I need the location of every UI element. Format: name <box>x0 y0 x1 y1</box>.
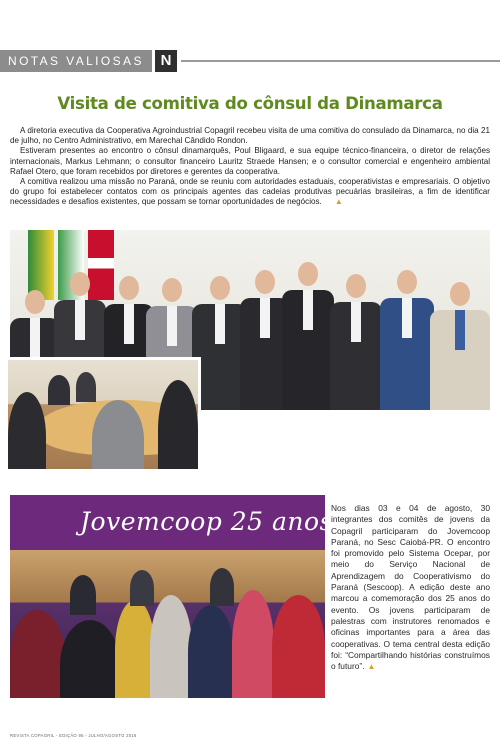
person <box>70 575 96 615</box>
jovemcoop-body-text: Nos dias 03 e 04 de agosto, 30 integrantes dos comitês de jovens da Copagril participaram do Jovemcoop Paraná, no Sesc Caiobá-PR. O encontro foi promovido pelo Sistema Ocepar, por meio do Serviço Nacional de Aprendizagem do Cooperativismo do Paraná (Sescoop). A edição deste ano marcou a comemoração dos 25 anos do evento. Os jovens participaram de palestras com instrutores renomados e oficinas importantes para a área das cooperativas. O tema central desta edição foi: “Compartilhando histórias construímos o futuro”. <box>331 503 490 672</box>
person <box>188 605 234 698</box>
person <box>150 595 192 698</box>
article-paragraph: Estiveram presentes ao encontro o cônsul dinamarquês, Poul Bligaard, e sua equipe técnico-financeira, o diretor de relações internacionais, Markus Lehmann; o consultor financeiro Lauritz Straede Hansen; e o consultor comercial e engenheiro ambiental Rafael Otero, que foram recebidos por diretores e gerentes da cooperativa. <box>10 146 490 176</box>
article-paragraph <box>10 177 490 208</box>
person <box>232 590 274 698</box>
person <box>330 274 382 410</box>
person <box>272 595 325 698</box>
section-header <box>0 50 500 72</box>
person <box>10 610 65 698</box>
section-label: NOTAS VALIOSAS <box>8 54 144 68</box>
jovemcoop-title: Jovemcoop 25 anos <box>80 507 333 536</box>
jovemcoop-group-photo <box>10 550 325 698</box>
person <box>430 282 490 410</box>
article-body <box>10 126 490 208</box>
section-letter-badge: N <box>155 50 177 72</box>
section-divider <box>181 60 500 62</box>
person <box>158 380 198 472</box>
person <box>282 262 334 410</box>
person <box>8 392 46 472</box>
person <box>92 400 144 472</box>
page-footer: REVISTA COPAGRIL - EDIÇÃO 95 - JULHO/AGOSTO 2016 <box>10 733 137 738</box>
meeting-photo <box>5 357 201 472</box>
article-headline: Visita de comitiva do cônsul da Dinamarca <box>57 94 443 113</box>
section-label-box <box>0 50 152 72</box>
person <box>210 568 234 606</box>
end-mark-icon: ▲ <box>334 197 343 207</box>
end-mark-icon: ▲ <box>367 662 376 672</box>
person <box>130 570 154 606</box>
article-paragraph-text: A comitiva realizou uma missão no Paraná, onde se reuniu com autoridades estaduais, cooperativistas e empresariais. O objetivo do grupo foi estabelecer contatos com os principais agentes das cadeias produtivas pecuárias brasileiras, a fim de identificar necessidades e desafios existentes, que possam se tornar oportunidades de negócios. <box>10 177 490 207</box>
person <box>115 600 155 698</box>
person <box>76 372 96 402</box>
jovemcoop-body <box>331 503 490 672</box>
person <box>48 375 70 405</box>
article-paragraph: A diretoria executiva da Cooperativa Agroindustrial Copagril recebeu visita de uma comitiva do consulado da Dinamarca, no dia 21 de julho, no Centro Administrativo, em Marechal Cândido Rondon. <box>10 126 490 146</box>
person <box>380 270 434 410</box>
person <box>60 620 120 698</box>
